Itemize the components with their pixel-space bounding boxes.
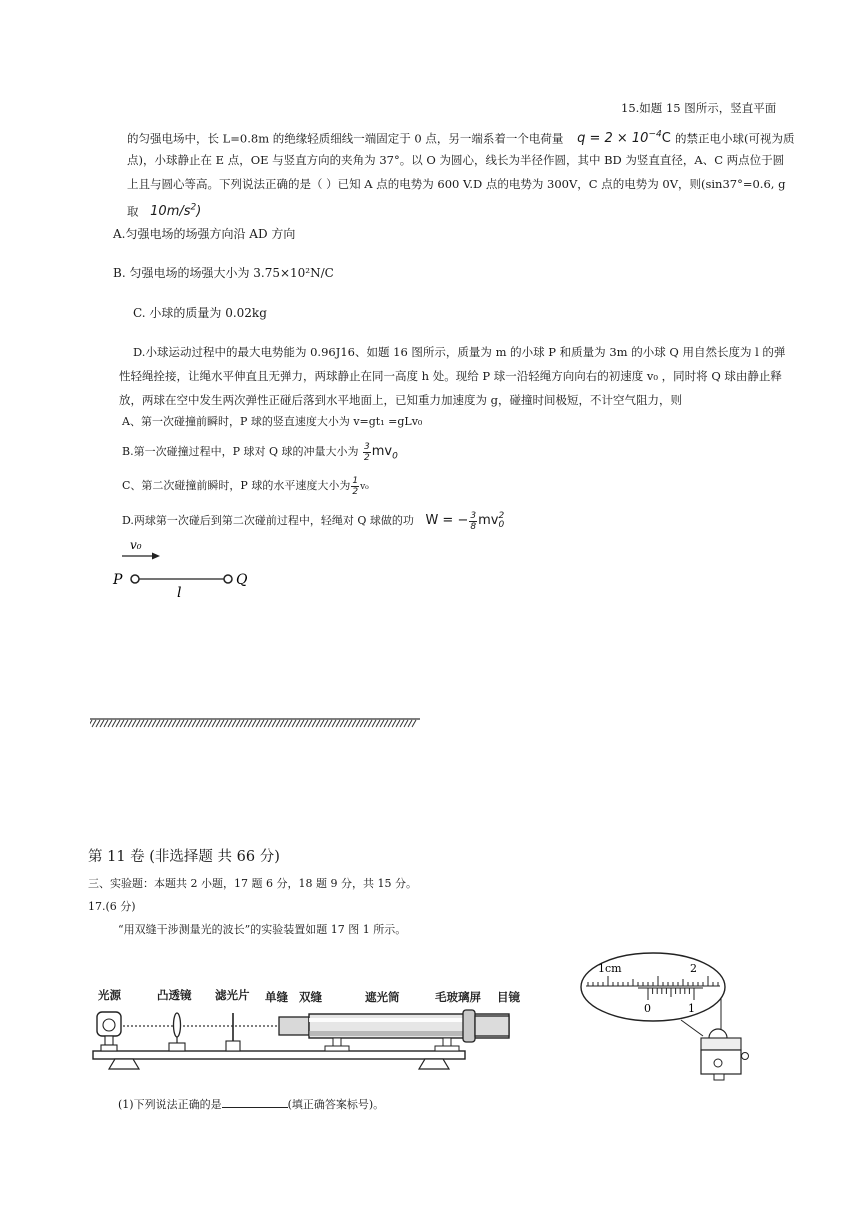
q16-option-b-text: B.第一次碰撞过程中，P 球对 Q 球的冲量大小为 — [122, 445, 359, 458]
screen-ring — [463, 1010, 475, 1042]
ground-hatch-line — [356, 720, 360, 727]
ground-hatch-line — [340, 720, 344, 727]
ground-hatch-line — [276, 720, 280, 727]
section-intro: 三、实验题：本题共 2 小题，17 题 6 分，18 题 9 分，共 15 分。 — [88, 877, 417, 890]
ground-hatch-line — [132, 720, 136, 727]
ground-hatch-line — [316, 720, 320, 727]
ground-hatch-line — [128, 720, 132, 727]
label-single-slit: 单缝 — [265, 990, 288, 1004]
ground-hatch-line — [320, 720, 324, 727]
q15-line-1-tail: 的禁正电小球(可视为质 — [674, 131, 795, 146]
ground-hatch-line — [124, 720, 128, 727]
ball-q — [224, 575, 232, 583]
double-slit-apparatus — [85, 985, 545, 1080]
ground-hatch-line — [364, 720, 368, 727]
ground-hatch-line — [184, 720, 188, 727]
measuring-eyepiece-figure — [578, 950, 758, 1085]
label-eyepiece: 目镜 — [497, 990, 520, 1004]
q17-part-1-text: (1)下列说法正确的是 — [118, 1098, 222, 1111]
ground-hatch-line — [404, 720, 408, 727]
ground-hatch-line — [408, 720, 412, 727]
q15-line-0: 15.如题 15 图所示，竖直平面 — [621, 101, 777, 115]
q16-option-c-text: C、第二次碰撞前瞬时，P 球的水平速度大小为 — [122, 479, 351, 492]
ground-hatch-line — [176, 720, 180, 727]
label-light-source: 光源 — [98, 988, 121, 1002]
slit-tube-front — [279, 1017, 309, 1035]
ground-hatch-line — [220, 720, 224, 727]
q15-option-a: A.匀强电场的场强方向沿 AD 方向 — [113, 227, 296, 241]
ground-hatch-line — [208, 720, 212, 727]
ground-hatch-line — [336, 720, 340, 727]
vernier-label-1: 1 — [688, 1002, 695, 1015]
body-screw — [714, 1059, 722, 1067]
ground-hatch-line — [348, 720, 352, 727]
ground-hatch-line — [292, 720, 296, 727]
ground-hatch-line — [196, 720, 200, 727]
ground-hatch-line — [120, 720, 124, 727]
label-filter: 滤光片 — [215, 988, 250, 1002]
section-title: 第 11 卷 (非选择题 共 66 分) — [88, 849, 280, 865]
ground-hatch-line — [324, 720, 328, 727]
q15-line-1-text: 的匀强电场中，长 L=0.8m 的绝缘轻质细线一端固定于 0 点，另一端系着一个电荷量 — [127, 131, 564, 146]
fraction-3-8: $\frac{3}{8}$ — [470, 510, 477, 532]
ground-hatch-line — [412, 720, 416, 727]
ground-hatch-line — [392, 720, 396, 727]
vernier-label-0: 0 — [644, 1002, 651, 1015]
ground-hatch-line — [280, 720, 284, 727]
ground-hatch-line — [188, 720, 192, 727]
eyepiece-tube — [475, 1016, 509, 1036]
q15-option-d-line-1: D.小球运动过程中的最大电势能为 0.96J16、如题 16 图所示，质量为 m 的小球 P 和质量为 3m 的小球 Q 用自然长度为 l 的弹 — [133, 345, 786, 359]
ground-hatch-line — [268, 720, 272, 727]
velocity-v0: v₀ — [360, 482, 369, 492]
ground-hatch-line — [328, 720, 332, 727]
q16-option-d — [122, 508, 504, 534]
q16-stem-line-2: 性轻绳拴接，让绳水平伸直且无弹力，两球静止在同一高度 h 处。现给 P 球一沿轻绳方向向右的初速度 v₀ ，同时将 Q 球由静止释 — [119, 369, 782, 383]
answer-blank[interactable] — [222, 1096, 288, 1108]
label-convex-lens: 凸透镜 — [157, 988, 192, 1002]
ground-hatch-line — [228, 720, 232, 727]
ground-hatch-line — [384, 720, 388, 727]
ground-hatch-line — [164, 720, 168, 727]
ground-hatch-line — [380, 720, 384, 727]
q15-option-c: C. 小球的质量为 0.02kg — [133, 306, 267, 320]
ground-hatch-line — [368, 720, 372, 727]
q15-option-b: B. 匀强电场的场强大小为 3.75×10²N/C — [113, 266, 334, 280]
ground-hatch-line — [344, 720, 348, 727]
q16-option-d-text: D.两球第一次碰后到第二次碰前过程中，轻绳对 Q 球做的功 — [122, 514, 414, 527]
adjust-knob — [742, 1053, 749, 1060]
q15-line-4 — [127, 200, 201, 220]
ground-hatch-line — [400, 720, 404, 727]
ground-hatch-line — [300, 720, 304, 727]
fig-label-p: P — [113, 572, 123, 588]
micrometer-drum — [701, 1038, 741, 1050]
ground-hatch-line — [172, 720, 176, 727]
ground-hatch-line — [92, 720, 96, 727]
ground-hatch-line — [376, 720, 380, 727]
ground-hatch-line — [252, 720, 256, 727]
ground-surface — [90, 716, 422, 730]
ground-hatch-line — [244, 720, 248, 727]
ground-hatch-line — [168, 720, 172, 727]
ground-hatch-line — [332, 720, 336, 727]
q16-option-b — [122, 440, 398, 469]
q17-part-1 — [118, 1096, 384, 1113]
ground-hatch-line — [232, 720, 236, 727]
velocity-arrow-head — [152, 553, 160, 560]
ground-hatch-line — [140, 720, 144, 727]
ground-hatch-line — [144, 720, 148, 727]
ground-hatch-line — [288, 720, 292, 727]
ground-hatch-line — [248, 720, 252, 727]
ground-hatch-line — [256, 720, 260, 727]
ground-hatch-line — [156, 720, 160, 727]
figure-16-diagram — [105, 535, 275, 605]
lamp-bulb — [103, 1019, 115, 1031]
main-scale-label-1cm: 1cm — [598, 962, 622, 975]
fraction-1-2: $\frac{1}{2}$ — [352, 475, 359, 497]
optical-bench — [93, 1051, 465, 1059]
ground-hatch-line — [396, 720, 400, 727]
work-formula: W = − — [425, 513, 469, 528]
ground-hatch-line — [192, 720, 196, 727]
q15-line-2: 点)，小球静止在 E 点，OE 与竖直方向的夹角为 37°。以 O 为圆心，线长为半径作圆，其中 BD 为竖直直径，A、C 两点位于圆 — [127, 153, 785, 167]
gravity-formula: $10m/s^2$) — [150, 203, 202, 220]
ground-hatch-line — [360, 720, 364, 727]
ground-hatch-line — [308, 720, 312, 727]
q15-line-3: 上且与圆心等高。下列说法正确的是（ ）已知 A 点的电势为 600 V.D 点的电势为 300V，C 点的电势为 0V，则(sin37°=0.6, g — [127, 177, 786, 191]
ground-hatch-line — [304, 720, 308, 727]
ground-hatch-line — [136, 720, 140, 727]
q17-stem: “用双缝干涉测量光的波长”的实验装置如题 17 图 1 所示。 — [118, 923, 407, 936]
label-light-shield-tube: 遮光筒 — [365, 990, 400, 1004]
ground-hatch-line — [240, 720, 244, 727]
bench-foot-left — [109, 1059, 139, 1069]
ground-hatch-line — [204, 720, 208, 727]
ground-hatch-line — [180, 720, 184, 727]
ground-hatch-line — [372, 720, 376, 727]
q17-heading: 17.(6 分) — [88, 900, 136, 913]
fraction-3-2: $\frac{3}{2}$ — [364, 441, 370, 463]
ground-hatch-line — [100, 720, 104, 727]
q16-stem-line-3: 放，两球在空中发生两次弹性正碰后落到水平地面上，已知重力加速度为 g，碰撞时间极短，不计空气阻力，则 — [119, 393, 683, 407]
ground-hatch-line — [90, 720, 92, 727]
ground-hatch-line — [312, 720, 316, 727]
bench-foot-right — [419, 1059, 449, 1069]
ground-hatch-line — [388, 720, 392, 727]
label-frosted-screen: 毛玻璃屏 — [435, 990, 481, 1004]
ground-hatch-line — [260, 720, 264, 727]
ground-hatch-line — [224, 720, 228, 727]
ground-hatch-line — [152, 720, 156, 727]
ground-hatch-line — [116, 720, 120, 727]
ground-hatch-line — [296, 720, 300, 727]
fig-label-v0: v₀ — [130, 538, 142, 552]
q15-line-4-label: 取 — [127, 204, 139, 219]
ground-hatch-line — [112, 720, 116, 727]
ground-hatch-line — [104, 720, 108, 727]
ground-hatch-line — [212, 720, 216, 727]
label-double-slit: 双缝 — [299, 990, 322, 1004]
ground-hatch-line — [264, 720, 268, 727]
ground-hatch-line — [108, 720, 112, 727]
fig-label-q: Q — [236, 572, 248, 588]
ground-hatch-line — [236, 720, 240, 727]
ground-hatch-line — [352, 720, 356, 727]
impulse-mv0: $mv_0$ — [371, 444, 398, 462]
ground-hatch-line — [96, 720, 100, 727]
ground-hatch-line — [148, 720, 152, 727]
ground-hatch-line — [284, 720, 288, 727]
ground-hatch-line — [272, 720, 276, 727]
kinetic-mv0-squared: mv 2 0 — [478, 510, 505, 530]
main-scale-label-2: 2 — [690, 962, 697, 975]
charge-formula: $q = 2 \times 10^{-4}C$ — [577, 130, 671, 147]
ground-hatch-line — [160, 720, 164, 727]
q17-part-1-tail: (填正确答案标号)。 — [287, 1098, 385, 1111]
fig-label-l: l — [177, 585, 182, 601]
ground-hatch-line — [216, 720, 220, 727]
q16-option-c — [122, 474, 369, 499]
ball-p — [131, 575, 139, 583]
convex-lens — [174, 1013, 181, 1037]
ground-hatch-line — [200, 720, 204, 727]
q15-line-1 — [127, 127, 794, 147]
q16-option-a: A、第一次碰撞前瞬时，P 球的竖直速度大小为 v=gt₁ =gLv₀ — [122, 415, 423, 428]
